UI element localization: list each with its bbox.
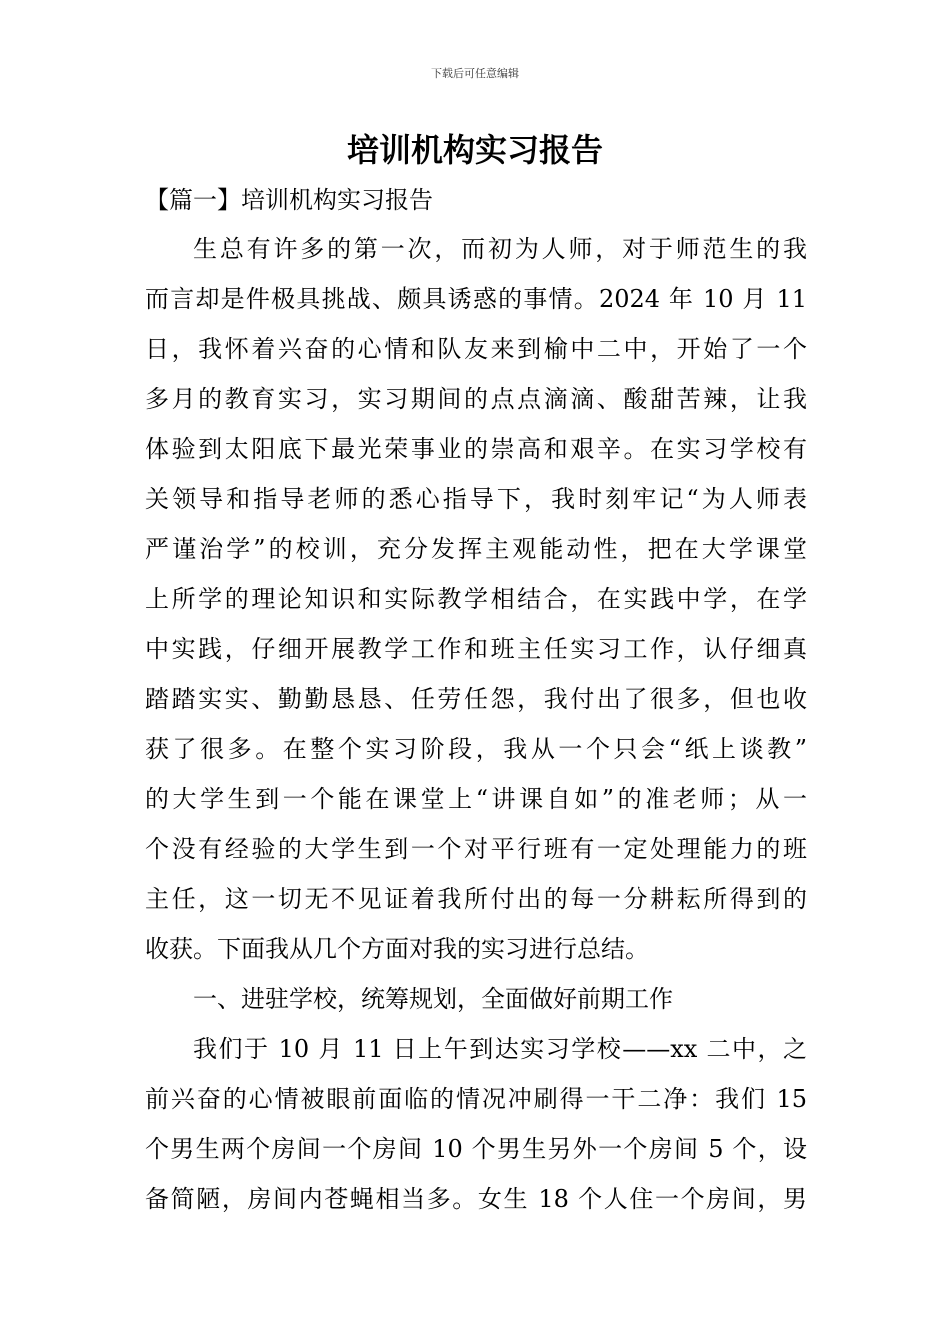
page-header-note: 下载后可任意编辑 xyxy=(431,67,519,80)
text-line: 个男生两个房间一个房间 10 个男生另外一个房间 5 个，设 xyxy=(145,1135,807,1163)
text-line: 严谨治学”的校训，充分发挥主观能动性，把在大学课堂 xyxy=(145,535,807,563)
document-title: 培训机构实习报告 xyxy=(346,131,603,169)
text-line: 关领导和指导老师的悉心指导下，我时刻牢记“为人师表 xyxy=(145,485,807,513)
text-line: 获了很多。在整个实习阶段，我从一个只会“纸上谈教” xyxy=(145,735,807,763)
text-line: 收获。下面我从几个方面对我的实习进行总结。 xyxy=(145,935,649,963)
text-line: 上所学的理论知识和实际教学相结合，在实践中学，在学 xyxy=(145,585,807,613)
text-line: 日，我怀着兴奋的心情和队友来到榆中二中，开始了一个 xyxy=(145,335,807,363)
section-heading: 【篇一】培训机构实习报告 xyxy=(145,186,433,214)
text-line: 中实践，仔细开展教学工作和班主任实习工作，认仔细真 xyxy=(145,635,807,663)
text-line: 主任，这一切无不见证着我所付出的每一分耕耘所得到的 xyxy=(145,885,807,913)
text-line: 一、进驻学校，统筹规划，全面做好前期工作 xyxy=(193,985,673,1013)
text-line: 我们于 10 月 11 日上午到达实习学校——xx 二中，之 xyxy=(193,1035,807,1063)
text-line: 体验到太阳底下最光荣事业的崇高和艰辛。在实习学校有 xyxy=(145,435,807,463)
text-line: 的大学生到一个能在课堂上“讲课自如”的准老师；从一 xyxy=(145,785,807,813)
text-line: 生总有许多的第一次，而初为人师，对于师范生的我 xyxy=(193,235,807,263)
text-line: 多月的教育实习，实习期间的点点滴滴、酸甜苦辣，让我 xyxy=(145,385,807,413)
text-line: 个没有经验的大学生到一个对平行班有一定处理能力的班 xyxy=(145,835,807,863)
text-line: 备简陋，房间内苍蝇相当多。女生 18 个人住一个房间，男 xyxy=(145,1185,807,1213)
text-line: 前兴奋的心情被眼前面临的情况冲刷得一干二净：我们 15 xyxy=(145,1085,807,1113)
body-text xyxy=(145,224,807,1224)
text-line: 踏踏实实、勤勤恳恳、任劳任怨，我付出了很多，但也收 xyxy=(145,685,807,713)
text-line: 而言却是件极具挑战、颇具诱惑的事情。2024 年 10 月 11 xyxy=(145,285,807,313)
